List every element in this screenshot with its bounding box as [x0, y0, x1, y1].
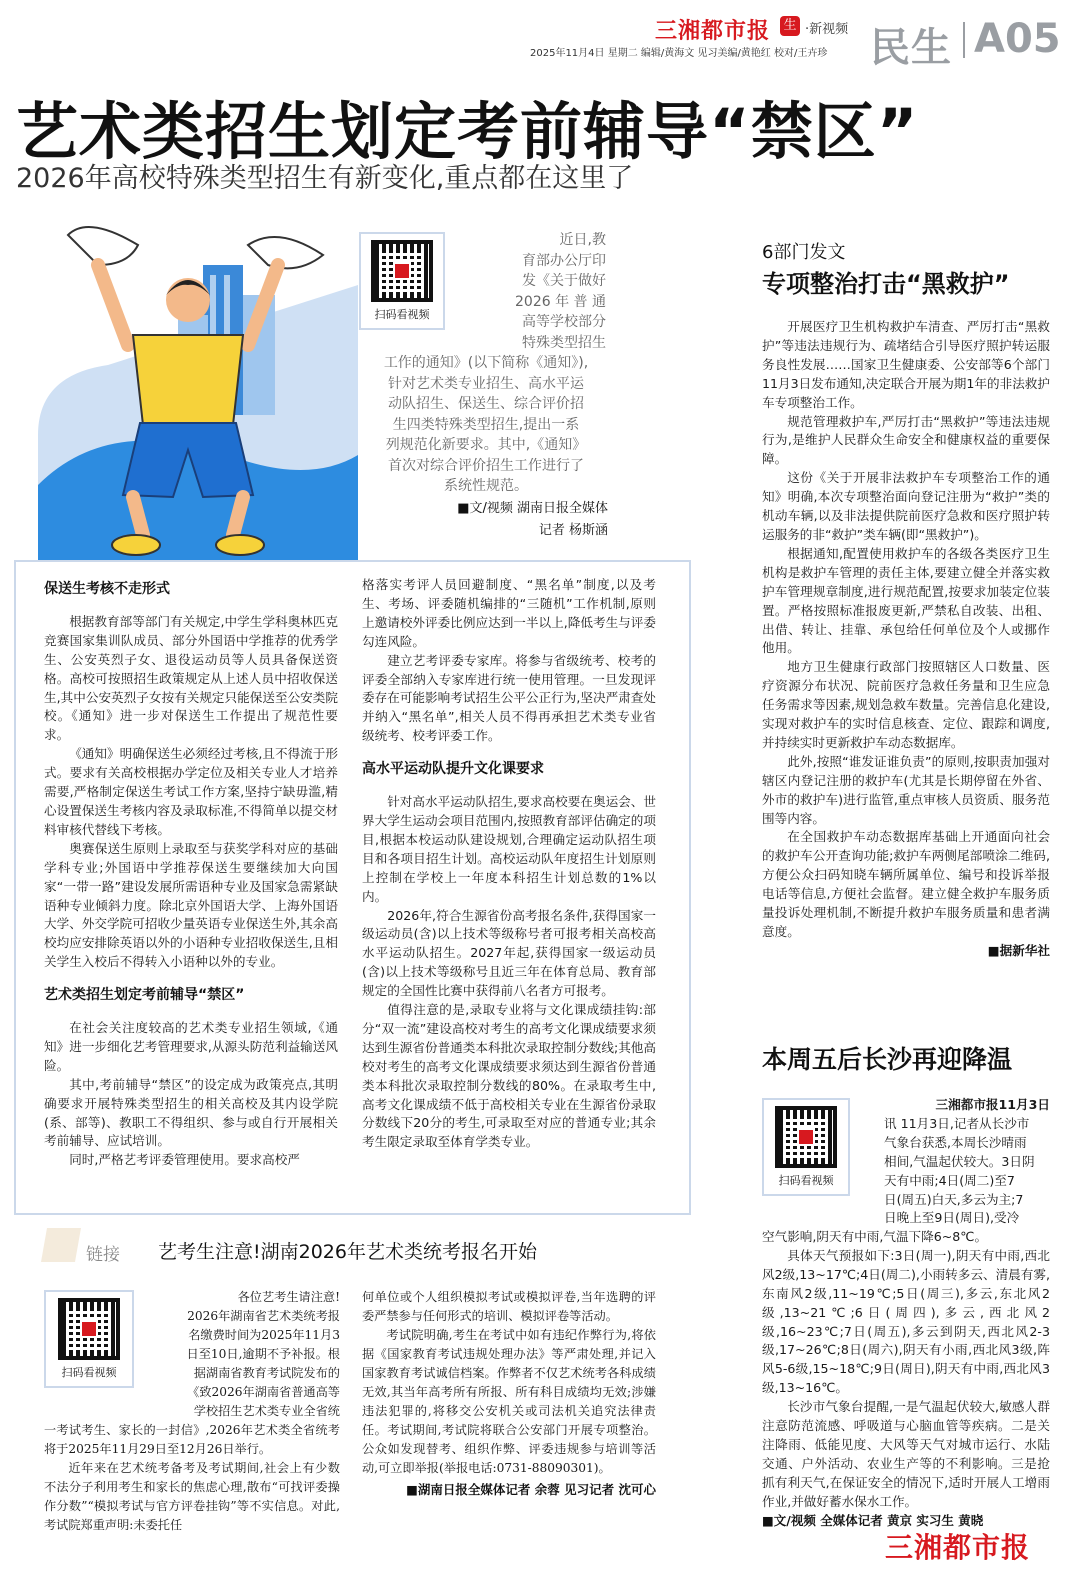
article-column-1: 保送生考核不走形式 根据教育部等部门有关规定,中学生学科奥林匹克竞赛国家集训队成员、部分外国语中学推荐的优秀学生、公安英烈子女、退役运动员等人员具备保送资格。高校可按照招生政策规定从上述人员中招收保送生,其中公安英烈子女按有关规定只能保送至公安类院校。《通知》进一步对保送生工作提出了规范性要求。 《通知》明确保送生必须经过考核,且不得流于形式。要求有关高校根据办学定位及相关专业人才培养需要,严格制定保送生考试工作方案,坚持宁缺毋滥,精心设置保送生考核内容及录取标准,不得简单以提交材料审核代替线下考核。 奥赛保送生原则上录取至与获奖学科对应的基础学科专业;外国语中学推荐保送生要继续加大向国家“一带一路”建设发展所需语种专业及国家急需紧缺语种专业倾斜力度。除北京外国语大学、上海外国语大学、外交学院可招收少量英语专业保送生外,其余高校均应安排除英语以外的小语种专业招收保送生,且相关学生入校后不得转入小语种以外的专业。 艺术类招生划定考前辅导“禁区” 在社会关注度较高的艺术类专业招生领域,《通知》进一步细化艺考管理要求,从源头防范利益输送风险。 其中,考前辅导“禁区”的设定成为政策亮点,其明确要求开展特殊类型招生的相关高校及其内设学院(系、部等)、教职工不得组织、参与或自行开展相关考前辅导、应试培训。 同时,严格艺考评委管理使用。要求高校严 [44, 574, 338, 1170]
newspaper-brand: 三湘都市报 [655, 19, 771, 44]
right-article-body: 开展医疗卫生机构救护车清查、严厉打击“黑救护”等违法违规行为、疏堵结合引导医疗照护转运服务良性发展……国家卫生健康委、公安部等6个部门11月3日发布通知,决定联合开展为期1年的非法救护车专项整治工作。 规范管理救护车,严厉打击“黑救护”等违法违规行为,是维护人民群众生命安全和健康权益的重要保障。 这份《关于开展非法救护车专项整治工作的通知》明确,本次专项整治面向登记注册为“救护”类的机动车辆,以及非法提供院前医疗急救和医疗照护转运服务的非“救护”类车辆(即“黑救护”)。 根据通知,配置使用救护车的各级各类医疗卫生机构是救护车管理的责任主体,要建立健全并落实救护车管理规章制度,进行规范配置,按要求加装定位装置。严格按照标准报废更新,严禁私自改装、出租、出借、转让、挂靠、承包给任何单位及个人或挪作他用。 地方卫生健康行政部门按照辖区人口数量、医疗资源分布状况、院前医疗急救任务量和卫生应急任务需求等因素,规划急救车数量。完善信息化建设,实现对救护车的实时信息核查、定位、跟踪和调度,并持续实时更新救护车动态数据库。 此外,按照“谁发证谁负责”的原则,按职责加强对辖区内登记注册的救护车(尤其是长期停留在外省、外市的救护车)进行监管,重点审核人员资质、服务范围等内容。 在全国救护车动态数据库基础上开通面向社会的救护车公开查询功能;救护车两侧尾部喷涂二维码,方便公众扫码知晓车辆所属单位、编号和投诉举报电话等信息,方便社会监督。建立健全救护车服务质量投诉处理机制,不断提升救护车服务质量和患者满意度。 ■据新华社 [762, 318, 1050, 961]
illustration-student [28, 205, 358, 560]
intro-credit: ■文/视频 湖南日报全媒体 记者 杨斯涵 [457, 501, 608, 538]
section-divider [963, 22, 965, 58]
right-title: 专项整治打击“黑救护” [762, 270, 1010, 298]
link-credit: ■湖南日报全媒体记者 余蓉 见习记者 沈可心 [406, 1482, 656, 1497]
brand-video-label: ·新视频 [805, 22, 849, 37]
page-number: A05 [974, 16, 1061, 62]
qr-video-intro[interactable] [359, 232, 445, 330]
qr-label: 扫码看视频 [374, 308, 430, 321]
issue-meta: 2025年11月4日 星期二 编辑/黄海文 见习美编/黄艳红 校对/王卉珍 [530, 48, 828, 59]
qr-label: 扫码看视频 [61, 1366, 117, 1379]
qr-code-icon[interactable] [775, 1106, 837, 1168]
section-name: 民生 [870, 25, 952, 71]
qr-label: 扫码看视频 [778, 1174, 834, 1187]
link-column-1: 一考试考生、家长的一封信》,2026年艺术类全省统考将于2025年11月29日至12月26日举行。 近年来在艺术统考备考及考试期间,社会上有少数不法分子利用考生和家长的焦虑心理,散布“可找评委操作分数”“模拟考试与官方评卷挂钩”等不实信息。对此,考试院郑重声明:未委托任 [44, 1423, 340, 1532]
qr-code-icon[interactable] [58, 1298, 120, 1360]
weather-text-short: 三湘都市报11月3日 讯 11月3日,记者从长沙市 气象台获悉,本周长沙晴雨 相间,气温起伏较大。3日阴 天有中雨;4日(周二)至7 日(周五)白天,多云为主;7 日晚上至9日(周日),受冷 [884, 1097, 1050, 1226]
section-heading: 保送生考核不走形式 [44, 581, 170, 597]
footer-logo: 三湘都市报 [885, 1531, 1031, 1564]
weather-title: 本周五后长沙再迎降温 [762, 1045, 1013, 1074]
right-credit: ■据新华社 [987, 942, 1050, 958]
link-decoration [41, 1228, 81, 1262]
subheadline: 2026年高校特殊类型招生有新变化,重点都在这里了 [16, 163, 634, 194]
right-kicker: 6部门发文 [762, 242, 846, 263]
qr-video-weather[interactable] [762, 1098, 850, 1196]
article-column-2: 格落实考评人员回避制度、“黑名单”制度,以及考生、考场、评委随机编排的“三随机”工作机制,原则上邀请校外评委比例应达到一半以上,降低考生与评委勾连风险。 建立艺考评委专家库。将参与省级统考、校考的评委全部纳入专家库进行统一使用管理。一旦发现评委存在可能影响考试招生公平公正行为,坚决严肃查处并纳入“黑名单”,相关人员不得再承担艺术类专业省级统考、校考评委工作。 高水平运动队提升文化课要求 针对高水平运动队招生,要求高校要在奥运会、世界大学生运动会项目范围内,按照教育部评估确定的项目,根据本校运动队建设规划,合理确定运动队招生项目和各项目招生计划。高校运动队年度招生计划原则上控制在学校上一年度本科招生计划总数的1%以内。 2026年,符合生源省份高考报名条件,获得国家一级运动员(含)以上技术等级称号者可报考相关高校高水平运动队招生。2027年起,获得国家一级运动员(含)以上技术等级称号且近三年在体育总局、教育部规定的全国性比赛中获得前八名者方可报考。 值得注意的是,录取专业将与文化课成绩挂钩:部分“双一流”建设高校对考生的高考文化课成绩要求须达到生源省份普通类本科批次录取控制分数线;其他高校对考生的高考文化课成绩要求须达到生源省份普通类本科批次录取控制分数线的80%。在录取考生中,高考文化课成绩不低于高校相关专业在生源省份录取分数线下20分的考生,可录取至对应的普通专业;其余考生限定录取至体育学类专业。 [362, 577, 656, 1150]
link-column-2: 何单位或个人组织模拟考试或模拟评卷,当年选聘的评委严禁参与任何形式的培训、模拟评卷等活动。 考试院明确,考生在考试中如有违纪作弊行为,将依据《国家教育考试违规处理办法》等严肃处理,并记入国家教育考试诚信档案。作弊者不仅艺术统考各科成绩无效,其当年高考所有所报、所有科目成绩均无效;涉嫌违法犯罪的,将移交公安机关或司法机关追究法律责任。考试期间,考试院将联合公安部门开展专项整治。公众如发现替考、组织作弊、评委违规参与培训等活动,可立即举报(举报电话:0731-88090301)。 ■湖南日报全媒体记者 余蓉 见习记者 沈可心 [362, 1290, 656, 1497]
weather-credit: ■文/视频 全媒体记者 黄京 实习生 黄晓 [762, 1512, 984, 1528]
brand-badge-icon: 生 [780, 16, 800, 36]
section-heading: 艺术类招生划定考前辅导“禁区” [44, 987, 245, 1004]
intro-text-bottom: 工作的通知》(以下简称《通知》), 针对艺术类专业招生、高水平运 动队招生、保送生、综合评价招 生四类特殊类型招生,提出一系 列规范化新要求。其中,《通知》 首次对综合评价招生工作进行了 系统性规范。 [383, 355, 589, 494]
link-text-short: 各位艺考生请注意! 2026年湖南省艺术类统考报 名缴费时间为2025年11月3 日至10日,逾期不予补报。根 据湖南省教育考试院发布的 《致2026年湖南省普通高等 学校招生艺术类专业全省统 [186, 1290, 340, 1418]
qr-code-icon[interactable] [371, 240, 433, 302]
link-title: 艺考生注意!湖南2026年艺术类统考报名开始 [158, 1241, 537, 1263]
weather-body: 空气影响,阴天有中雨,气温下降6~8℃。 具体天气预报如下:3日(周一),阴天有中雨,西北风2级,13~17℃;4日(周二),小雨转多云、清晨有雾,东南风2级,11~19℃;5日(周三),多云,东北风2级,13~21℃;6日(周四),多云,西北风2级,16~23℃;7日(周五),多云到阴天,西北风2-3级,17~26℃;8日(周六),阴天有小雨,西北风3级,阵风5-6级,15~18℃;9日(周日),阴天有中雨,西北风3级,13~16℃。 长沙市气象台提醒,一是气温起伏较大,敏感人群注意防范流感、呼吸道与心脑血管等疾病。二是关注降雨、低能见度、大风等天气对城市运行、水陆交通、户外活动、农业生产等的不利影响。三是抢抓有利天气,在保证安全的情况下,适时开展人工增雨作业,并做好蓄水保水工作。 ■文/视频 全媒体记者 黄京 实习生 黄晓 [762, 1228, 1050, 1531]
intro-text-top: 近日,教 育部办公厅印 发《关于做好 2026 年 普 通 高等学校部分 特殊类型招生 [515, 232, 606, 351]
qr-video-link[interactable] [44, 1290, 134, 1388]
section-heading: 高水平运动队提升文化课要求 [362, 761, 544, 778]
link-label: 链接 [86, 1245, 120, 1265]
headline: 艺术类招生划定考前辅导“禁区” [16, 95, 919, 168]
